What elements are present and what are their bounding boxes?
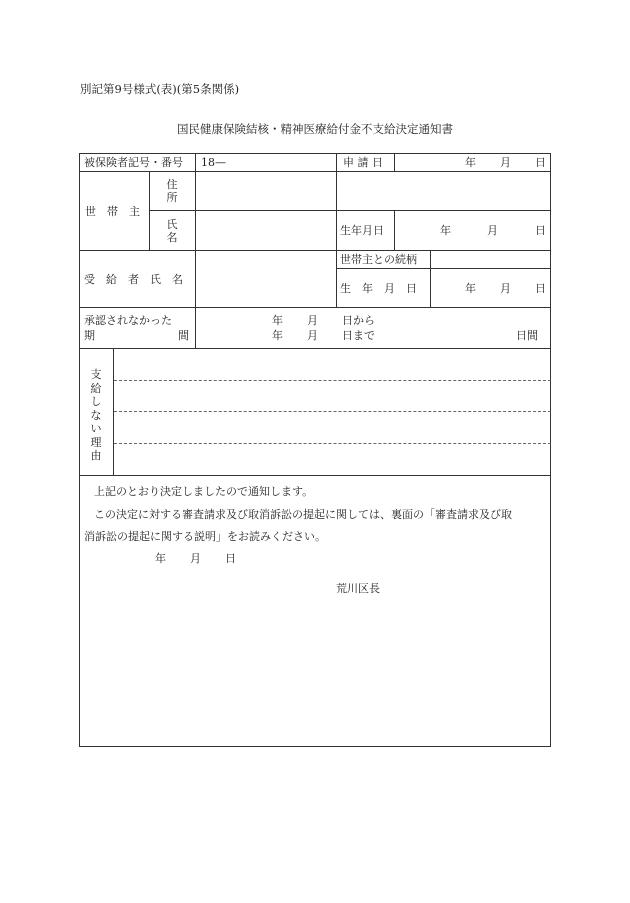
period-label-line2a: 期: [84, 329, 95, 342]
recipient-birth-month: 月: [500, 282, 511, 295]
period-to-day: 日まで: [342, 329, 375, 342]
birth-month: 月: [487, 224, 498, 237]
row-line: [79, 250, 551, 251]
document-title: 国民健康保険結核・精神医療給付金不支給決定通知書: [177, 122, 453, 136]
period-label-line1: 承認されなかった: [84, 314, 172, 327]
notice-date-month: 月: [190, 552, 201, 565]
householder-birth-label: 生年月日: [340, 224, 384, 237]
dashed-line: [114, 411, 551, 412]
row-line: [79, 475, 551, 476]
col-line: [394, 153, 395, 171]
col-line: [149, 171, 150, 250]
col-line: [336, 153, 337, 307]
period-to-year: 年: [272, 329, 283, 342]
application-date-label: 申 請 日: [343, 156, 383, 169]
dashed-line: [114, 380, 551, 381]
application-date-year: 年: [465, 156, 476, 169]
insured-number-value: 18—: [201, 156, 226, 169]
period-from-year: 年: [272, 314, 283, 327]
row-line: [336, 268, 551, 269]
dashed-line: [114, 443, 551, 444]
application-date-month: 月: [500, 156, 511, 169]
householder-label: 世 帯 主: [85, 205, 140, 218]
application-date-day: 日: [535, 156, 546, 169]
period-to-month: 月: [307, 329, 318, 342]
col-line: [195, 153, 196, 348]
col-line: [430, 250, 431, 307]
householder-name-label: 氏 名: [166, 218, 178, 244]
row-line: [79, 348, 551, 349]
period-days: 日間: [516, 329, 538, 342]
notice-date-day: 日: [225, 552, 236, 565]
notice-line-1: 上記のとおり決定しましたので通知します。: [94, 485, 314, 498]
relationship-label: 世帯主との続柄: [340, 253, 417, 266]
period-from-month: 月: [307, 314, 318, 327]
birth-day: 日: [535, 224, 546, 237]
recipient-birth-day: 日: [535, 282, 546, 295]
row-line: [79, 307, 551, 308]
notice-date-year: 年: [155, 552, 166, 565]
recipient-name-label: 受 給 者 氏 名: [84, 273, 183, 286]
period-label-line2b: 間: [178, 329, 189, 342]
row-line: [149, 210, 551, 211]
notice-line-2: この決定に対する審査請求及び取消訴訟の提起に関しては、裏面の「審査請求及び取: [94, 508, 512, 521]
period-from-day: 日から: [342, 314, 375, 327]
form-reference: 別記第9号様式(表)(第5条関係): [80, 82, 240, 96]
recipient-birth-year: 年: [465, 282, 476, 295]
insured-number-label: 被保険者記号・番号: [84, 156, 183, 169]
notice-line-3: 消訴訟の提起に関する説明」をお読みください。: [84, 530, 326, 543]
address-label: 住 所: [166, 178, 178, 204]
recipient-birth-label: 生 年 月 日: [340, 282, 417, 295]
reason-label: 支 給 し な い 理 由: [90, 368, 102, 462]
issuer-name: 荒川区長: [336, 582, 380, 595]
col-line: [394, 210, 395, 250]
birth-year: 年: [440, 224, 451, 237]
